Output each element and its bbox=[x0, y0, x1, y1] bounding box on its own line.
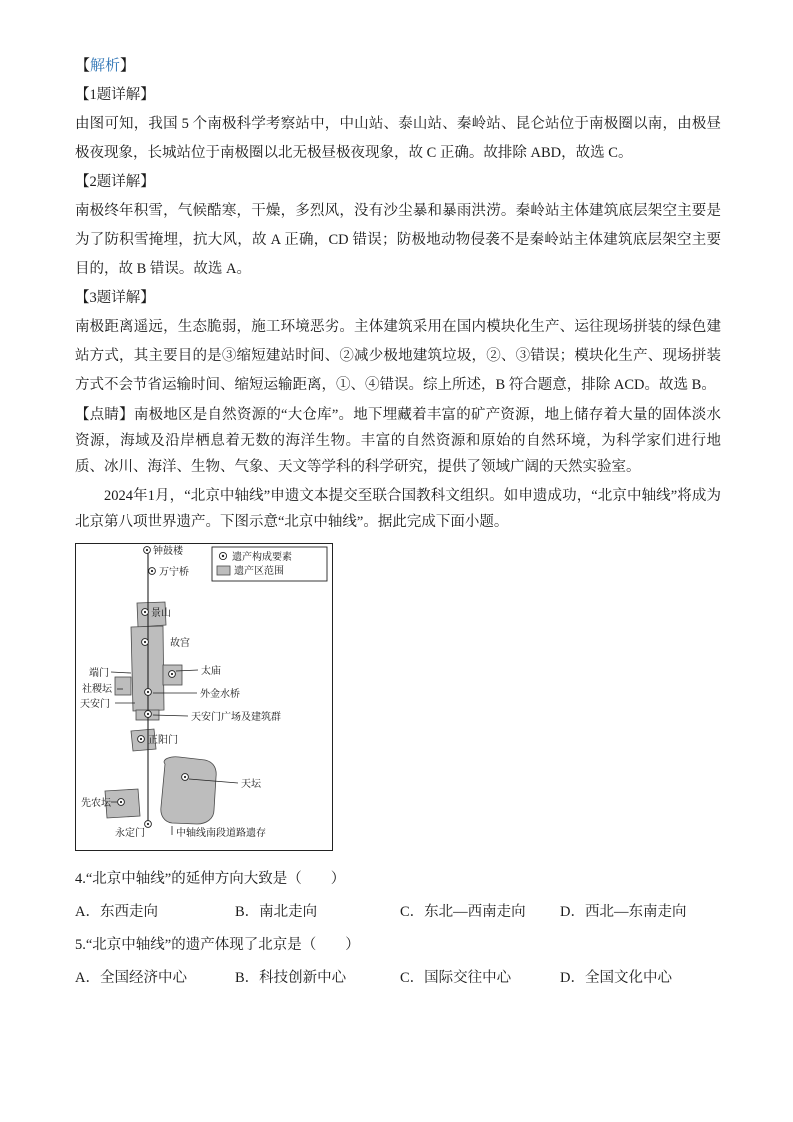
section-body-1: 由图可知，我国 5 个南极科学考察站中，中山站、泰山站、秦岭站、昆仑站位于南极圈以南，由极昼极夜现象，长城站位于南极圈以北无极昼极夜现象，故 C 正确。故排除 ABD，故选 C。 bbox=[75, 116, 721, 161]
label-nanduan: 中轴线南段道路遗存 bbox=[176, 828, 266, 839]
label-duanmen: 端门 bbox=[89, 668, 109, 679]
questions-block bbox=[75, 863, 721, 995]
bracket-open: 【 bbox=[75, 58, 91, 74]
question-5-option-d: D．全国文化中心 bbox=[560, 970, 672, 986]
zone-shejitan bbox=[115, 677, 131, 695]
question-5-option-a: A．全国经济中心 bbox=[75, 970, 187, 986]
section-title-3: 【3题详解】 bbox=[75, 290, 155, 306]
label-jingshan: 景山 bbox=[151, 608, 171, 619]
question-5-option-c: C．国际交往中心 bbox=[400, 970, 512, 986]
label-xiannongtan: 先农坛 bbox=[81, 798, 111, 809]
question-4-options bbox=[75, 896, 721, 929]
label-taimiao: 太庙 bbox=[201, 666, 221, 677]
label-waijinshuiqiao: 外金水桥 bbox=[200, 689, 240, 700]
legend-marker-dot-icon bbox=[222, 555, 224, 557]
label-guangchang: 天安门广场及建筑群 bbox=[191, 712, 281, 723]
section-body-2: 南极终年积雪，气候酷寒，干燥，多烈风，没有沙尘暴和暴雨洪涝。秦岭站主体建筑底层架空主要是为了防积雪掩埋，抗大风，故 A 正确，CD 错误；防极地动物侵袭不是秦岭站主体建筑底层架空主要目的，故 B 错误。故选 A。 bbox=[75, 203, 721, 277]
passage-paragraph: 2024年1月，“北京中轴线”申遗文本提交至联合国教科文组织。如申遗成功，“北京中轴线”将成为北京第八项世界遗产。下图示意“北京中轴线”。据此完成下面小题。 bbox=[75, 488, 721, 530]
map-legend bbox=[212, 547, 327, 581]
tip-paragraph: 【点睛】南极地区是自然资源的“大仓库”。地下埋藏着丰富的矿产资源，地上储存着大量的固体淡水资源，海域及沿岸栖息着无数的海洋生物。丰富的自然资源和原始的自然环境，为科学家们进行地质、冰川、海洋、生物、气象、天文等学科的科学研究，提供了领域广阔的天然实验室。 bbox=[75, 407, 721, 475]
question-5-options bbox=[75, 962, 721, 995]
analysis-header-word: 解析 bbox=[90, 58, 121, 74]
bracket-close: 】 bbox=[120, 58, 136, 74]
question-5-option-b: B．科技创新中心 bbox=[235, 970, 347, 986]
analysis-header bbox=[75, 52, 721, 81]
central-axis-map bbox=[75, 543, 333, 851]
section-title-1: 【1题详解】 bbox=[75, 87, 155, 103]
label-tiananmen: 天安门 bbox=[80, 699, 110, 710]
label-shejitan: 社稷坛 bbox=[82, 684, 112, 695]
label-zhonggulou: 钟鼓楼 bbox=[153, 546, 183, 557]
section-title-2: 【2题详解】 bbox=[75, 174, 155, 190]
label-zhengyangmen: 正阳门 bbox=[148, 735, 178, 746]
central-axis-map-figure bbox=[75, 543, 333, 851]
zone-tiantan bbox=[161, 757, 216, 824]
question-5-stem: 5.“北京中轴线”的遗产体现了北京是（ ） bbox=[75, 937, 360, 953]
label-yongdingmen: 永定门 bbox=[115, 828, 145, 839]
document-content bbox=[75, 52, 721, 995]
legend-zone-swatch bbox=[217, 566, 230, 575]
question-4-option-a: A．东西走向 bbox=[75, 904, 158, 920]
label-wanningqiao: 万宁桥 bbox=[159, 567, 189, 578]
question-4-option-b: B．南北走向 bbox=[235, 904, 318, 920]
section-body-3: 南极距离遥远，生态脆弱，施工环境恶劣。主体建筑采用在国内模块化生产、运往现场拼装的绿色建站方式，其主要目的是③缩短建站时间、②减少极地建筑垃圾，②、③错误；模块化生产、现场拼装方式不会节省运输时间、缩短运输距离，①、④错误。综上所述，B 符合题意，排除 ACD。故选 B。 bbox=[75, 319, 721, 393]
legend-marker-label: 遗产构成要素 bbox=[232, 552, 292, 563]
label-gugong: 故宫 bbox=[170, 638, 190, 649]
question-4-option-d: D．西北—东南走向 bbox=[560, 904, 687, 920]
question-4-option-c: C．东北—西南走向 bbox=[400, 904, 526, 920]
question-4-stem: 4.“北京中轴线”的延伸方向大致是（ ） bbox=[75, 871, 346, 887]
legend-zone-label: 遗产区范围 bbox=[234, 566, 284, 577]
label-tiantan: 天坛 bbox=[241, 779, 261, 790]
